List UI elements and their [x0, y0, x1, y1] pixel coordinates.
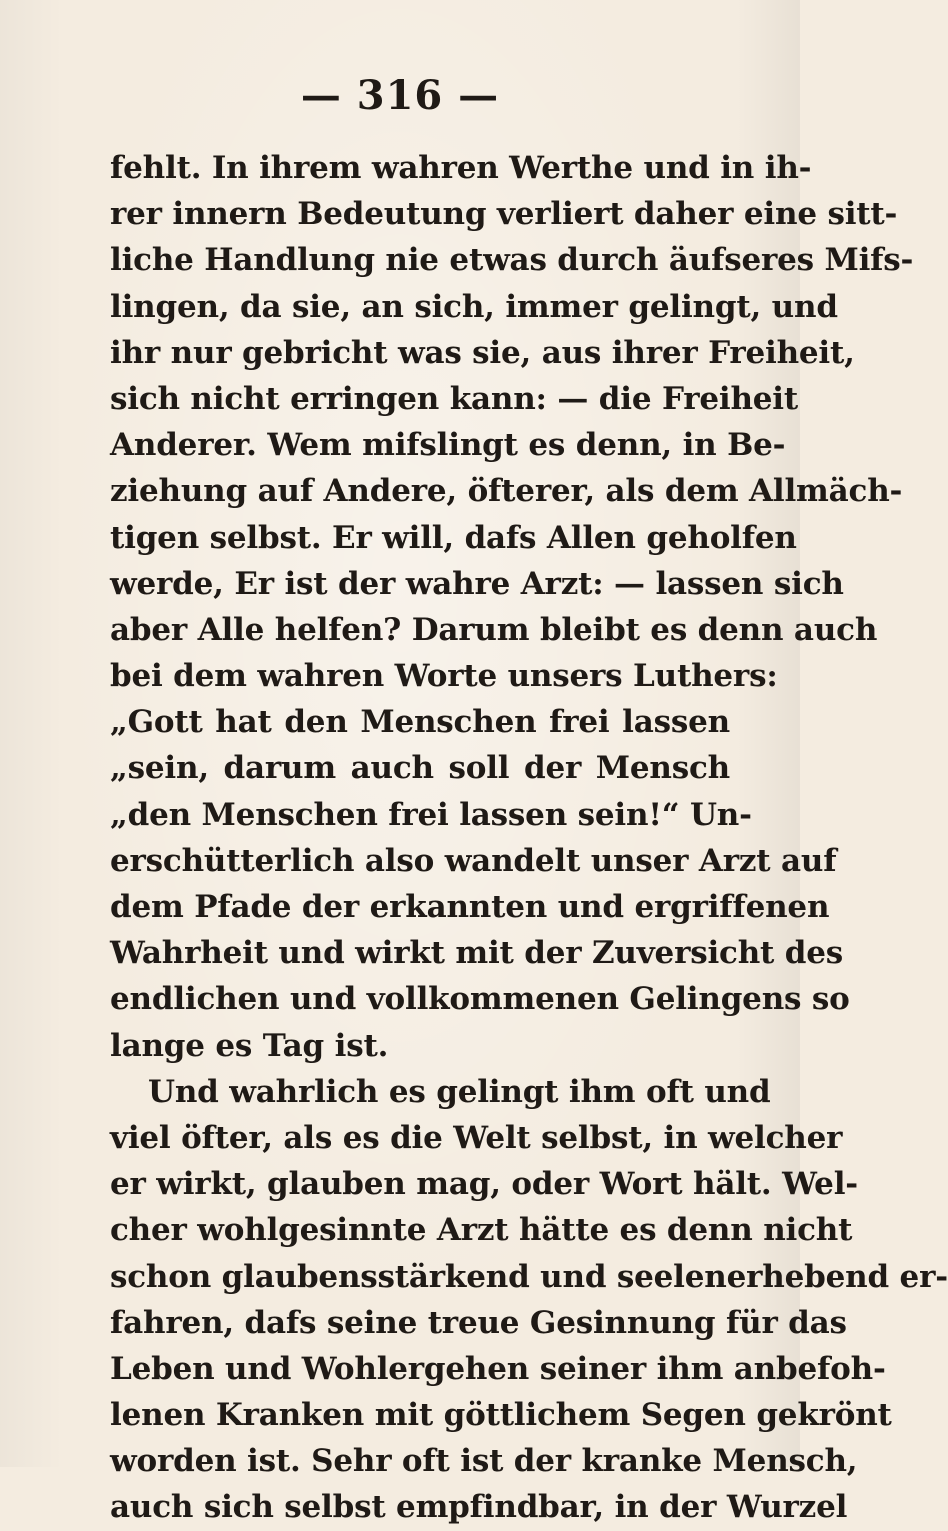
text-line: cher wohlgesinnte Arzt hätte es denn nicht [110, 1212, 853, 1249]
text-line: er wirkt, glauben mag, oder Wort hält. Wel- [110, 1166, 858, 1203]
text-line: auch sich selbst empfindbar, in der Wurzel [110, 1489, 848, 1526]
text-line: „Gott hat den Menschen frei lassen [110, 704, 730, 741]
text-line: lenen Kranken mit göttlichem Segen gekrönt [110, 1397, 892, 1434]
text-line: tigen selbst. Er will, dafs Allen geholfen [110, 519, 797, 556]
text-line: endlichen und vollkommenen Gelingens so [110, 981, 850, 1018]
text-line: dem Pfade der erkannten und ergriffenen [110, 889, 830, 925]
text-line: lingen, da sie, an sich, immer gelingt, und [110, 288, 838, 325]
text-line: ziehung auf Andere, öfterer, als dem Allmäch- [110, 473, 903, 510]
text-line: worden ist. Sehr oft ist der kranke Mensch, [110, 1443, 858, 1480]
text-line: liche Handlung nie etwas durch äufseres Mifs- [110, 242, 914, 279]
text-line: „sein, darum auch soll der Mensch [110, 750, 730, 787]
text-line: Leben und Wohlergehen seiner ihm anbefoh- [110, 1350, 886, 1387]
body-text [110, 145, 948, 1531]
text-line: lange es Tag ist. [110, 1027, 389, 1064]
text-line: viel öfter, als es die Welt selbst, in welcher [110, 1119, 843, 1156]
text-line: werde, Er ist der wahre Arzt: — lassen sich [110, 565, 844, 602]
text-line: rer innern Bedeutung verliert daher eine sitt- [110, 196, 898, 233]
text-line: erschütterlich also wandelt unser Arzt auf [110, 842, 837, 879]
text-line: bei dem wahren Worte unsers Luthers: [110, 658, 778, 695]
text-line: Wahrheit und wirkt mit der Zuversicht des [110, 935, 844, 972]
text-line: ihr nur gebricht was sie, aus ihrer Freiheit, [110, 334, 855, 371]
text-line: fehlt. In ihrem wahren Werthe und in ih- [110, 150, 812, 186]
text-line: aber Alle helfen? Darum bleibt es denn auch [110, 611, 878, 648]
text-line: Anderer. Wem mifslingt es denn, in Be- [110, 427, 786, 464]
text-line: sich nicht erringen kann: — die Freiheit [110, 380, 799, 417]
text-line: schon glaubensstärkend und seelenerhebend er- [110, 1258, 948, 1295]
text-line: fahren, dafs seine treue Gesinnung für das [110, 1304, 847, 1341]
text-line: „den Menschen frei lassen sein!“ Un- [110, 796, 752, 833]
page-number: — 316 — [300, 72, 500, 119]
text-line: Und wahrlich es gelingt ihm oft und [148, 1073, 771, 1110]
